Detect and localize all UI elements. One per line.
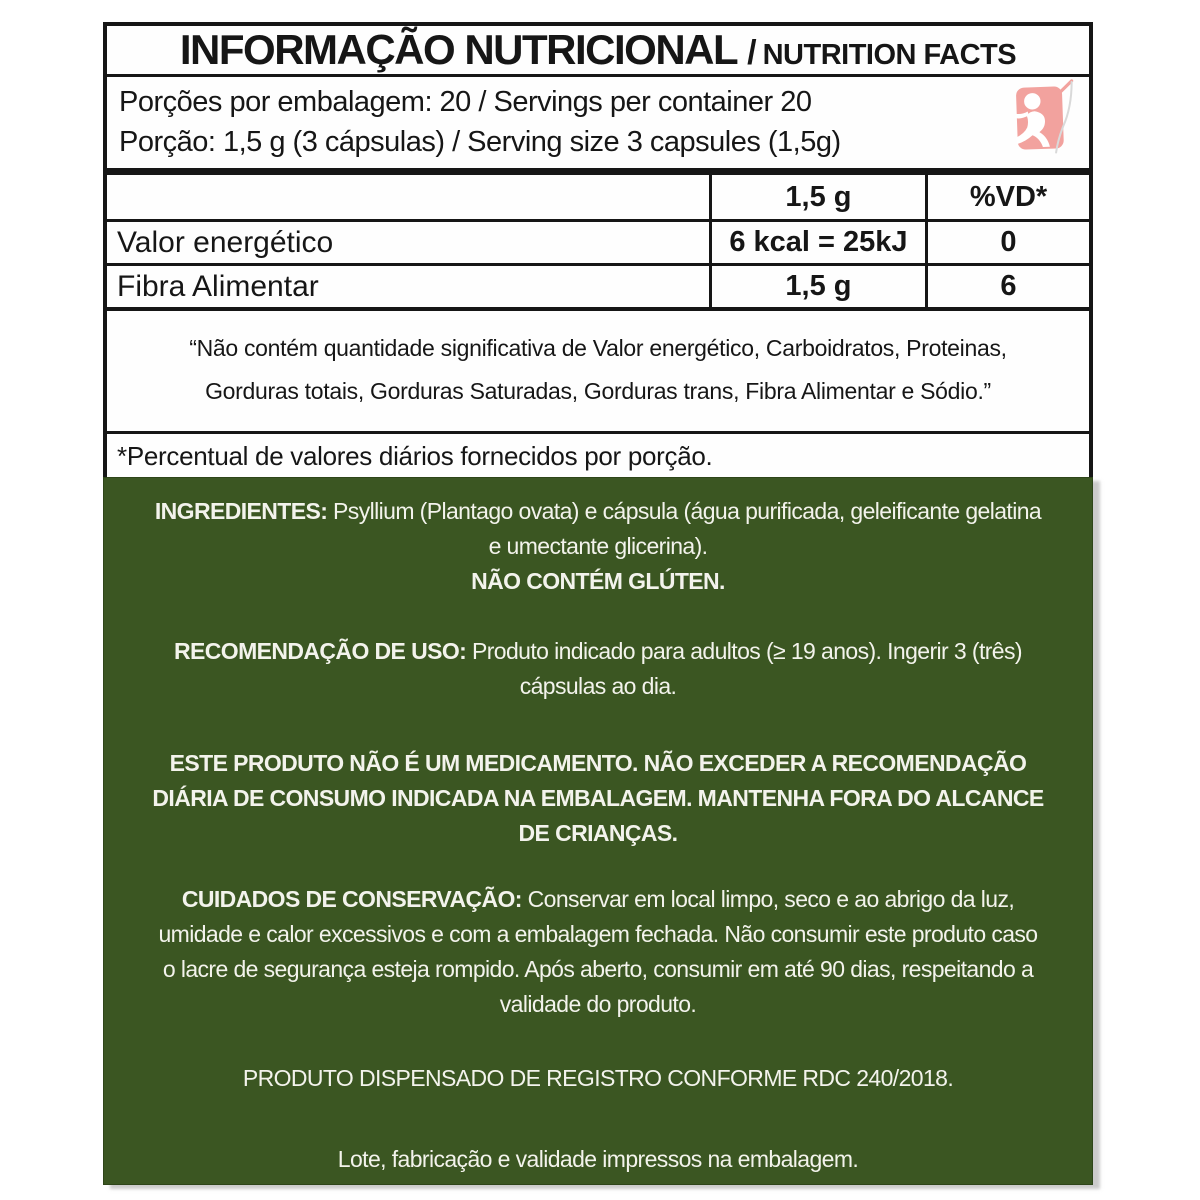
empty-header-cell <box>107 175 709 219</box>
no-significant-amounts-note <box>107 311 1089 434</box>
storage-care-section <box>112 882 1084 1022</box>
values-header-row <box>107 175 1089 222</box>
nutrient-values-table <box>107 175 1089 311</box>
note-line: Gorduras totais, Gorduras Saturadas, Gorduras trans, Fibra Alimentar e Sódio.” <box>205 378 991 404</box>
note-line: “Não contém quantidade significativa de Valor energético, Carboidratos, Proteinas, <box>189 335 1007 361</box>
ingredients-label: INGREDIENTES: <box>154 498 328 524</box>
serving-info-section <box>107 77 1089 175</box>
serving-size: Porção: 1,5 g (3 cápsulas) / Serving size 3 capsules (1,5g) <box>119 126 841 158</box>
warning-line: DIÁRIA DE CONSUMO INDICADA NA EMBALAGEM. MANTENHA FORA DO ALCANCE <box>152 785 1044 811</box>
servings-per-container: Porções por embalagem: 20 / Servings per container 20 <box>119 86 812 118</box>
daily-value-column-header: %VD* <box>925 175 1089 219</box>
ingredients-line: e umectante glicerina). <box>488 533 708 559</box>
usage-line <box>112 634 1084 669</box>
usage-line: cápsulas ao dia. <box>519 673 677 699</box>
daily-value-footnote: *Percentual de valores diários fornecidos por porção. <box>117 441 713 471</box>
label-title <box>107 26 1089 77</box>
nutrient-name: Fibra Alimentar <box>117 269 319 303</box>
nutrient-amount: 1,5 g <box>709 266 925 307</box>
nutrient-amount: 6 kcal = 25kJ <box>709 222 925 263</box>
registration-statement <box>112 1061 1084 1096</box>
table-row-fiber <box>107 266 1089 311</box>
usage-recommendation-section <box>112 634 1084 704</box>
title-portuguese: INFORMAÇÃO NUTRICIONAL <box>179 26 738 73</box>
storage-text: Conservar em local limpo, seco e ao abrigo da luz, <box>521 886 1015 912</box>
ingredients-section <box>112 494 1084 599</box>
nutrient-dv: 0 <box>925 222 1089 263</box>
supplement-info-panel <box>103 477 1093 1185</box>
batch-line: Lote, fabricação e validade impressos na embalagem. <box>337 1146 859 1172</box>
ingredients-line <box>112 494 1084 529</box>
warning-line: ESTE PRODUTO NÃO É UM MEDICAMENTO. NÃO EXCEDER A RECOMENDAÇÃO <box>169 750 1027 776</box>
storage-line <box>112 882 1084 917</box>
brand-figure-logo-icon <box>999 79 1083 163</box>
nutrient-name: Valor energético <box>117 225 334 259</box>
usage-text: Produto indicado para adultos (≥ 19 anos). Ingerir 3 (três) <box>466 638 1022 664</box>
medicament-warning-section <box>112 746 1084 851</box>
table-row-energy <box>107 222 1089 266</box>
usage-label: RECOMENDAÇÃO DE USO: <box>174 638 467 664</box>
figure-logo-svg <box>999 79 1083 163</box>
title-separator: / <box>747 34 757 72</box>
amount-column-header: 1,5 g <box>709 175 925 219</box>
values-body <box>107 222 1089 311</box>
registration-line: PRODUTO DISPENSADO DE REGISTRO CONFORME RDC 240/2018. <box>242 1065 954 1091</box>
storage-line: umidade e calor excessivos e com a embalagem fechada. Não consumir este produto caso <box>158 921 1038 947</box>
nutrient-dv: 6 <box>925 266 1089 307</box>
title-english: NUTRITION FACTS <box>762 39 1017 71</box>
warning-line: DE CRIANÇAS. <box>518 820 678 846</box>
storage-line: o lacre de segurança esteja rompido. Após aberto, consumir em até 90 dias, respeitando a <box>162 956 1034 982</box>
ingredients-text: Psyllium (Plantago ovata) e cápsula (água purificada, geleificante gelatina <box>327 498 1042 524</box>
nutrition-facts-table <box>103 22 1093 484</box>
batch-info-statement <box>112 1142 1084 1177</box>
storage-label: CUIDADOS DE CONSERVAÇÃO: <box>181 886 522 912</box>
gluten-free-statement: NÃO CONTÉM GLÚTEN. <box>471 568 725 594</box>
storage-line: validade do produto. <box>499 991 697 1017</box>
